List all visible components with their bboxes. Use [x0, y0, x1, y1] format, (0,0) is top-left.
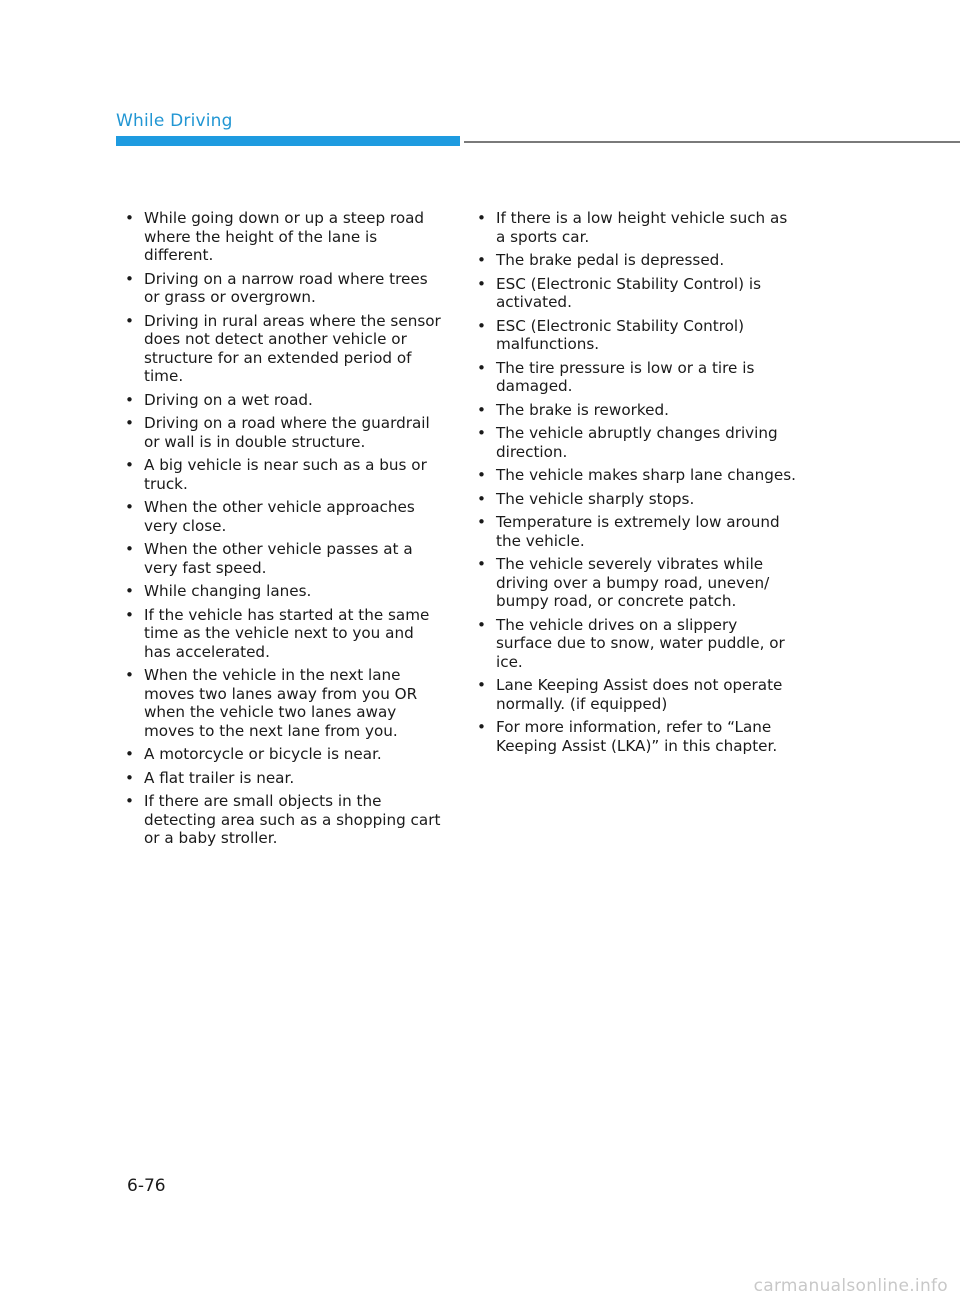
bullet-item	[125, 270, 445, 307]
bullet-text: A motorcycle or bicycle is near.	[144, 745, 382, 763]
bullet-item	[125, 666, 445, 740]
right-bullet-list	[477, 209, 797, 760]
bullet-text: If there are small objects in the detecting area such as a shopping cart or a baby stroller.	[144, 792, 441, 847]
bullet-item	[477, 616, 797, 672]
bullet-item	[477, 718, 797, 755]
bullet-text: The vehicle abruptly changes driving direction.	[496, 424, 778, 461]
header-rule	[464, 141, 960, 143]
bullet-item	[477, 466, 797, 485]
bullet-item	[125, 312, 445, 386]
bullet-icon: •	[125, 582, 134, 600]
bullet-item	[477, 275, 797, 312]
bullet-icon: •	[477, 251, 486, 269]
bullet-icon: •	[125, 605, 134, 624]
bullet-icon: •	[125, 414, 134, 432]
bullet-text: Driving on a wet road.	[144, 390, 313, 409]
bullet-icon: •	[477, 274, 486, 293]
bullet-item	[477, 676, 797, 713]
bullet-icon: •	[477, 489, 486, 508]
bullet-icon: •	[477, 424, 486, 442]
bullet-icon: •	[125, 269, 134, 288]
bullet-text: The brake pedal is depressed.	[496, 251, 725, 269]
bullet-icon: •	[477, 209, 486, 227]
section-title: While Driving	[116, 111, 233, 131]
bullet-text: While going down or up a steep road where the height of the lane is different.	[144, 209, 425, 264]
bullet-item	[477, 513, 797, 550]
bullet-icon: •	[477, 358, 486, 377]
bullet-text: A big vehicle is near such as a bus or truck.	[144, 456, 427, 493]
bullet-item	[125, 209, 445, 265]
bullet-text: Temperature is extremely low around the vehicle.	[496, 513, 780, 550]
bullet-text: Lane Keeping Assist does not operate normally. (if equipped)	[496, 676, 783, 713]
bullet-item	[125, 391, 445, 410]
bullet-icon: •	[125, 209, 134, 227]
bullet-icon: •	[477, 400, 486, 419]
bullet-icon: •	[125, 666, 134, 684]
page-number: 6-76	[127, 1176, 166, 1196]
bullet-text: ESC (Electronic Stability Control) is activated.	[496, 274, 762, 311]
bullet-icon: •	[125, 792, 134, 810]
left-bullet-list	[125, 209, 445, 853]
bullet-icon: •	[477, 615, 486, 634]
bullet-text: While changing lanes.	[144, 582, 312, 600]
bullet-text: When the other vehicle approaches very close.	[144, 498, 415, 535]
bullet-item	[477, 209, 797, 246]
bullet-text: Driving on a narrow road where trees or grass or overgrown.	[144, 269, 428, 306]
bullet-item	[125, 769, 445, 788]
watermark: carmanualsonline.info	[753, 1276, 948, 1296]
bullet-item	[477, 251, 797, 270]
bullet-text: Driving on a road where the guardrail or wall is in double structure.	[144, 414, 430, 451]
bullet-item	[125, 745, 445, 764]
bullet-icon: •	[477, 555, 486, 573]
bullet-text: The vehicle severely vibrates while driving over a bumpy road, uneven/ bumpy road, or concrete patch.	[496, 555, 770, 610]
bullet-icon: •	[477, 718, 486, 736]
bullet-icon: •	[477, 676, 486, 694]
bullet-text: If the vehicle has started at the same time as the vehicle next to you and has accelerated.	[144, 605, 430, 661]
bullet-item	[125, 540, 445, 577]
bullet-item	[125, 414, 445, 451]
bullet-item	[477, 490, 797, 509]
bullet-item	[125, 792, 445, 848]
bullet-text: Driving in rural areas where the sensor does not detect another vehicle or structure for an extended period of time.	[144, 311, 441, 385]
bullet-text: A flat trailer is near.	[144, 768, 295, 787]
bullet-item	[125, 606, 445, 662]
bullet-item	[477, 555, 797, 611]
bullet-item	[477, 401, 797, 420]
bullet-text: ESC (Electronic Stability Control) malfunctions.	[496, 316, 745, 353]
bullet-text: The tire pressure is low or a tire is damaged.	[496, 358, 755, 395]
bullet-icon: •	[477, 513, 486, 531]
bullet-item	[125, 498, 445, 535]
bullet-text: The vehicle makes sharp lane changes.	[496, 466, 796, 484]
bullet-text: For more information, refer to “Lane Keeping Assist (LKA)” in this chapter.	[496, 718, 778, 755]
bullet-item	[477, 317, 797, 354]
bullet-text: If there is a low height vehicle such as a sports car.	[496, 209, 788, 246]
bullet-text: When the other vehicle passes at a very fast speed.	[144, 540, 413, 577]
bullet-icon: •	[125, 390, 134, 409]
bullet-icon: •	[125, 456, 134, 474]
bullet-icon: •	[125, 498, 134, 516]
bullet-text: When the vehicle in the next lane moves two lanes away from you OR when the vehicle two lanes away moves to the next lane from you.	[144, 666, 418, 740]
bullet-item	[125, 582, 445, 601]
bullet-text: The vehicle drives on a slippery surface due to snow, water puddle, or ice.	[496, 615, 785, 671]
bullet-item	[477, 424, 797, 461]
bullet-item	[125, 456, 445, 493]
bullet-icon: •	[477, 316, 486, 335]
bullet-item	[477, 359, 797, 396]
bullet-icon: •	[125, 311, 134, 330]
bullet-icon: •	[125, 768, 134, 787]
header-accent-bar	[116, 136, 460, 146]
bullet-text: The vehicle sharply stops.	[496, 489, 695, 508]
bullet-icon: •	[125, 540, 134, 558]
bullet-icon: •	[125, 745, 134, 763]
bullet-text: The brake is reworked.	[496, 400, 669, 419]
bullet-icon: •	[477, 466, 486, 484]
